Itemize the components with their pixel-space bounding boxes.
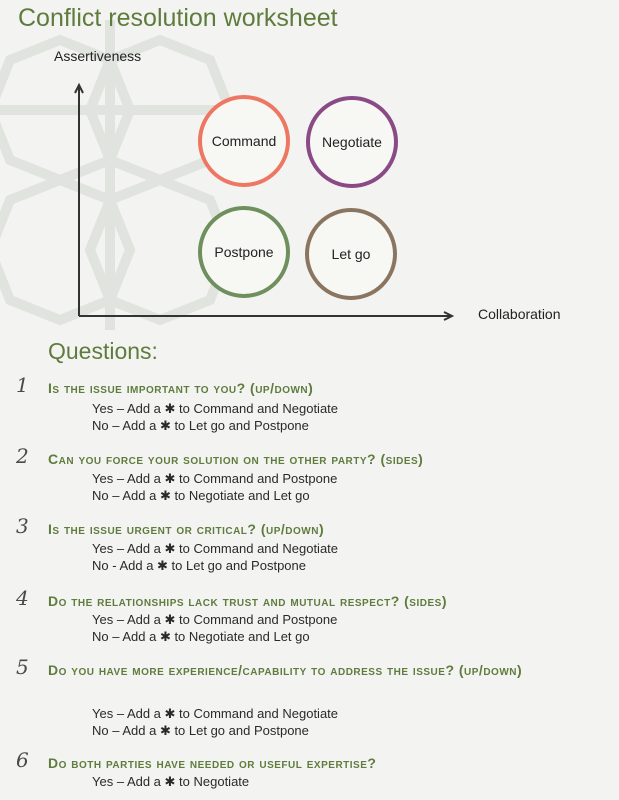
answer-no: No – Add a ✱ to Let go and Postpone	[92, 723, 309, 738]
answer-yes: Yes – Add a ✱ to Command and Postpone	[92, 612, 338, 627]
x-axis-label: Collaboration	[478, 306, 561, 322]
question-number: 1	[16, 373, 29, 397]
answer-yes: Yes – Add a ✱ to Command and Postpone	[92, 471, 338, 486]
question-text: Do you have more experience/capability to address the issue? (up/down)	[48, 662, 523, 678]
question-number: 3	[16, 514, 29, 538]
worksheet-title: Conflict resolution worksheet	[18, 4, 338, 32]
questions-heading: Questions:	[48, 338, 158, 364]
quadrant-postpone-label: Postpone	[214, 244, 274, 260]
answer-no: No – Add a ✱ to Negotiate and Let go	[92, 629, 310, 644]
answer-yes: Yes – Add a ✱ to Command and Negotiate	[92, 401, 339, 416]
answer-yes: Yes – Add a ✱ to Negotiate	[92, 774, 250, 789]
answer-yes: Yes – Add a ✱ to Command and Negotiate	[92, 706, 339, 721]
question-number: 4	[16, 586, 29, 610]
answer-no: No - Add a ✱ to Let go and Postpone	[92, 558, 306, 573]
answer-yes: Yes – Add a ✱ to Command and Negotiate	[92, 541, 339, 556]
question-text: Is the issue urgent or critical? (up/down)	[48, 521, 325, 537]
question-text: Can you force your solution on the other party? (sides)	[48, 451, 424, 467]
question-text: Do the relationships lack trust and mutual respect? (sides)	[48, 593, 447, 609]
quadrant-command-label: Command	[211, 133, 277, 149]
answer-no: No – Add a ✱ to Negotiate and Let go	[92, 488, 310, 503]
question-number: 6	[16, 748, 29, 772]
quadrant-negotiate-label: Negotiate	[322, 134, 382, 150]
question-number: 5	[16, 655, 29, 679]
question-number: 2	[16, 444, 29, 468]
quadrant-let-go-label: Let go	[331, 246, 371, 262]
y-axis-label: Assertiveness	[54, 48, 142, 64]
question-text: Do both parties have needed or useful expertise?	[48, 755, 377, 771]
question-text: Is the issue important to you? (up/down)	[48, 380, 314, 396]
answer-no: No – Add a ✱ to Let go and Postpone	[92, 418, 309, 433]
